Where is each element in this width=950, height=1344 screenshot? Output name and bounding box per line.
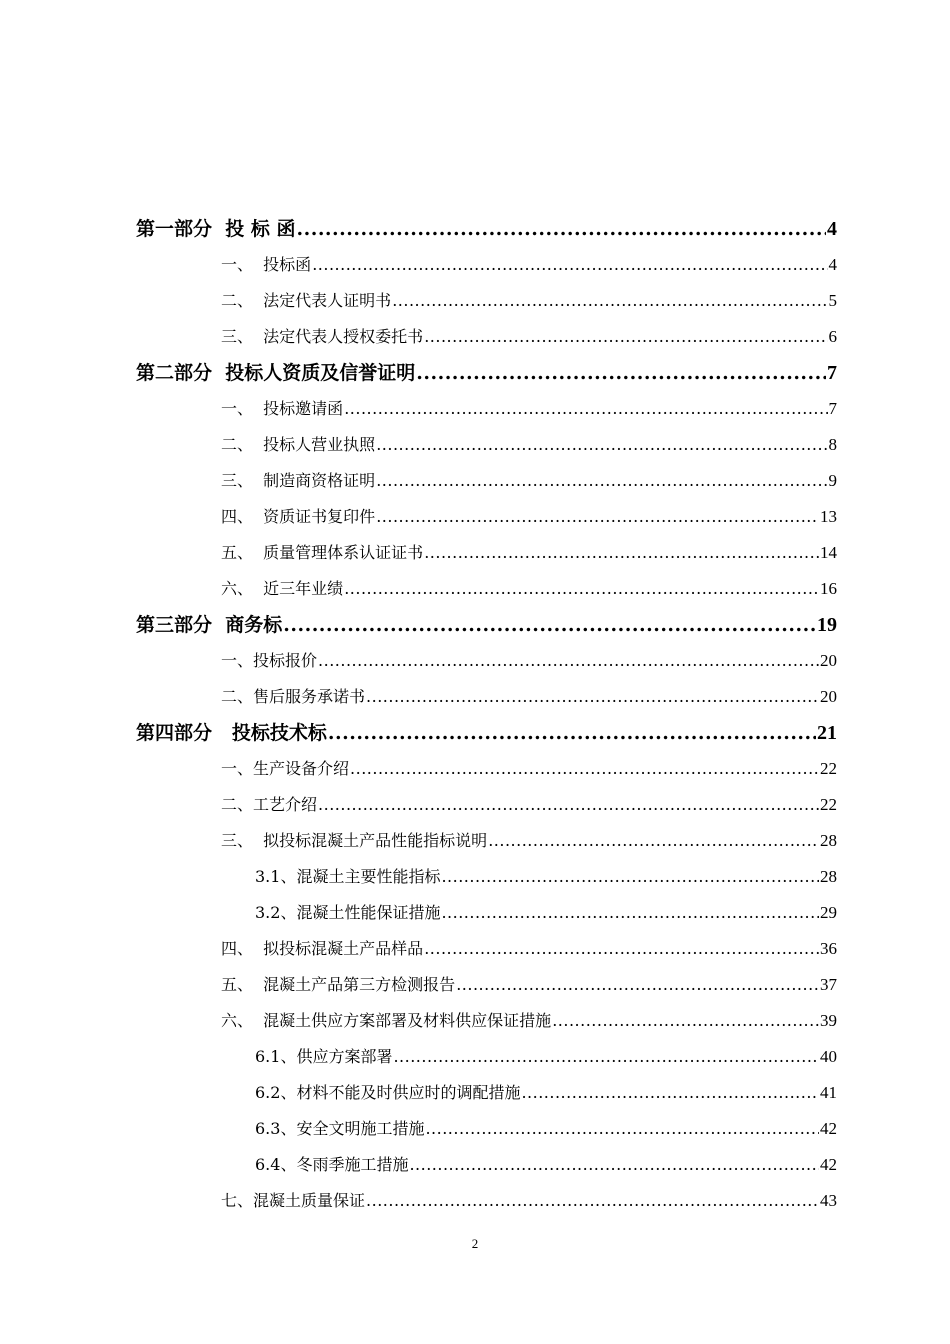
dot-leader bbox=[344, 571, 819, 607]
toc-part-2[interactable] bbox=[0, 355, 950, 391]
dot-leader bbox=[441, 895, 819, 931]
toc-entry-label: 五、 混凝土产品第三方检测报告 bbox=[221, 975, 456, 994]
toc-page-number: 43 bbox=[820, 1191, 837, 1210]
toc-entry-label: 第一部分 投 标 函 bbox=[136, 218, 296, 240]
dot-leader bbox=[393, 1039, 819, 1075]
dot-leader bbox=[376, 463, 827, 499]
dot-leader bbox=[318, 643, 819, 679]
toc-entry-label: 三、 拟投标混凝土产品性能指标说明 bbox=[221, 831, 488, 850]
toc-entry-label: 第二部分 投标人资质及信誉证明 bbox=[136, 362, 416, 384]
toc-page-number: 4 bbox=[827, 218, 837, 240]
toc-subentry[interactable] bbox=[0, 895, 950, 931]
toc-page-number: 7 bbox=[827, 362, 837, 384]
dot-leader bbox=[392, 283, 827, 319]
toc-entry-label: 6.3、安全文明施工措施 bbox=[255, 1119, 425, 1138]
toc-page-number: 8 bbox=[828, 435, 837, 454]
toc-entry-label: 3.2、混凝土性能保证措施 bbox=[255, 903, 441, 922]
toc-part-3[interactable] bbox=[0, 607, 950, 643]
toc-entry[interactable] bbox=[0, 931, 950, 967]
toc-page-number: 5 bbox=[828, 291, 837, 310]
toc-entry[interactable] bbox=[0, 463, 950, 499]
toc-page-number: 42 bbox=[820, 1119, 837, 1138]
dot-leader bbox=[366, 679, 819, 715]
toc-entry[interactable] bbox=[0, 787, 950, 823]
toc-subentry[interactable] bbox=[0, 859, 950, 895]
toc-entry-label: 第四部分 投标技术标 bbox=[136, 722, 327, 744]
toc-entry-label: 四、 资质证书复印件 bbox=[221, 507, 376, 526]
page-number-footer: 2 bbox=[471, 1236, 479, 1251]
toc-subentry[interactable] bbox=[0, 1147, 950, 1183]
table-of-contents bbox=[0, 211, 950, 1219]
toc-page-number: 40 bbox=[820, 1047, 837, 1066]
toc-entry-label: 一、 投标函 bbox=[221, 255, 312, 274]
toc-subentry[interactable] bbox=[0, 1075, 950, 1111]
toc-entry-label: 三、 制造商资格证明 bbox=[221, 471, 376, 490]
toc-page-number: 19 bbox=[817, 614, 837, 636]
dot-leader bbox=[376, 499, 819, 535]
dot-leader bbox=[344, 391, 827, 427]
toc-page-number: 29 bbox=[820, 903, 837, 922]
dot-leader bbox=[441, 859, 819, 895]
dot-leader bbox=[409, 1147, 819, 1183]
dot-leader bbox=[328, 715, 816, 751]
dot-leader bbox=[296, 211, 826, 247]
toc-page-number: 28 bbox=[820, 831, 837, 850]
dot-leader bbox=[350, 751, 819, 787]
toc-page-number: 14 bbox=[820, 543, 837, 562]
toc-page-number: 6 bbox=[828, 327, 837, 346]
toc-page-number: 9 bbox=[828, 471, 837, 490]
dot-leader bbox=[424, 931, 819, 967]
dot-leader bbox=[376, 427, 827, 463]
toc-page-number: 4 bbox=[828, 255, 837, 274]
toc-entry[interactable] bbox=[0, 643, 950, 679]
toc-part-1[interactable] bbox=[0, 211, 950, 247]
toc-entry[interactable] bbox=[0, 427, 950, 463]
toc-page-number: 16 bbox=[820, 579, 837, 598]
dot-leader bbox=[318, 787, 819, 823]
dot-leader bbox=[366, 1183, 819, 1219]
toc-entry-label: 一、生产设备介绍 bbox=[221, 759, 350, 778]
toc-part-4[interactable] bbox=[0, 715, 950, 751]
dot-leader bbox=[456, 967, 819, 1003]
dot-leader bbox=[424, 535, 819, 571]
toc-entry-label: 6.1、供应方案部署 bbox=[255, 1047, 393, 1066]
toc-entry-label: 二、 投标人营业执照 bbox=[221, 435, 376, 454]
toc-entry[interactable] bbox=[0, 391, 950, 427]
toc-page-number: 37 bbox=[820, 975, 837, 994]
toc-page-number: 13 bbox=[820, 507, 837, 526]
toc-page-number: 39 bbox=[820, 1011, 837, 1030]
toc-page-number: 7 bbox=[828, 399, 837, 418]
dot-leader bbox=[521, 1075, 819, 1111]
toc-entry-label: 二、 法定代表人证明书 bbox=[221, 291, 392, 310]
toc-entry[interactable] bbox=[0, 247, 950, 283]
dot-leader bbox=[425, 1111, 819, 1147]
toc-entry[interactable] bbox=[0, 679, 950, 715]
toc-entry[interactable] bbox=[0, 1003, 950, 1039]
toc-entry[interactable] bbox=[0, 535, 950, 571]
toc-entry[interactable] bbox=[0, 499, 950, 535]
toc-page-number: 21 bbox=[817, 722, 837, 744]
toc-entry-label: 七、混凝土质量保证 bbox=[221, 1191, 366, 1210]
toc-entry-label: 6.2、材料不能及时供应时的调配措施 bbox=[255, 1083, 521, 1102]
toc-entry-label: 三、 法定代表人授权委托书 bbox=[221, 327, 424, 346]
dot-leader bbox=[424, 319, 827, 355]
toc-entry-label: 二、售后服务承诺书 bbox=[221, 687, 366, 706]
toc-entry-label: 一、投标报价 bbox=[221, 651, 318, 670]
toc-entry[interactable] bbox=[0, 823, 950, 859]
toc-page-number: 20 bbox=[820, 687, 837, 706]
toc-entry-label: 六、 混凝土供应方案部署及材料供应保证措施 bbox=[221, 1011, 552, 1030]
toc-entry[interactable] bbox=[0, 319, 950, 355]
toc-entry-label: 3.1、混凝土主要性能指标 bbox=[255, 867, 441, 886]
toc-entry-label: 四、 拟投标混凝土产品样品 bbox=[221, 939, 424, 958]
toc-page-number: 28 bbox=[820, 867, 837, 886]
toc-page-number: 20 bbox=[820, 651, 837, 670]
toc-page-number: 42 bbox=[820, 1155, 837, 1174]
toc-entry[interactable] bbox=[0, 967, 950, 1003]
toc-entry-label: 一、 投标邀请函 bbox=[221, 399, 344, 418]
toc-page-number: 36 bbox=[820, 939, 837, 958]
toc-entry[interactable] bbox=[0, 1183, 950, 1219]
dot-leader bbox=[552, 1003, 819, 1039]
toc-entry[interactable] bbox=[0, 751, 950, 787]
toc-entry-label: 第三部分 商务标 bbox=[136, 614, 283, 636]
toc-entry-label: 6.4、冬雨季施工措施 bbox=[255, 1155, 409, 1174]
toc-subentry[interactable] bbox=[0, 1039, 950, 1075]
toc-entry-label: 五、 质量管理体系认证证书 bbox=[221, 543, 424, 562]
dot-leader bbox=[488, 823, 819, 859]
toc-page-number: 22 bbox=[820, 759, 837, 778]
toc-subentry[interactable] bbox=[0, 1111, 950, 1147]
toc-entry[interactable] bbox=[0, 571, 950, 607]
toc-entry[interactable] bbox=[0, 283, 950, 319]
toc-page-number: 22 bbox=[820, 795, 837, 814]
toc-entry-label: 二、工艺介绍 bbox=[221, 795, 318, 814]
toc-page-number: 41 bbox=[820, 1083, 837, 1102]
dot-leader bbox=[283, 607, 816, 643]
toc-entry-label: 六、 近三年业绩 bbox=[221, 579, 344, 598]
dot-leader bbox=[312, 247, 827, 283]
dot-leader bbox=[416, 355, 826, 391]
